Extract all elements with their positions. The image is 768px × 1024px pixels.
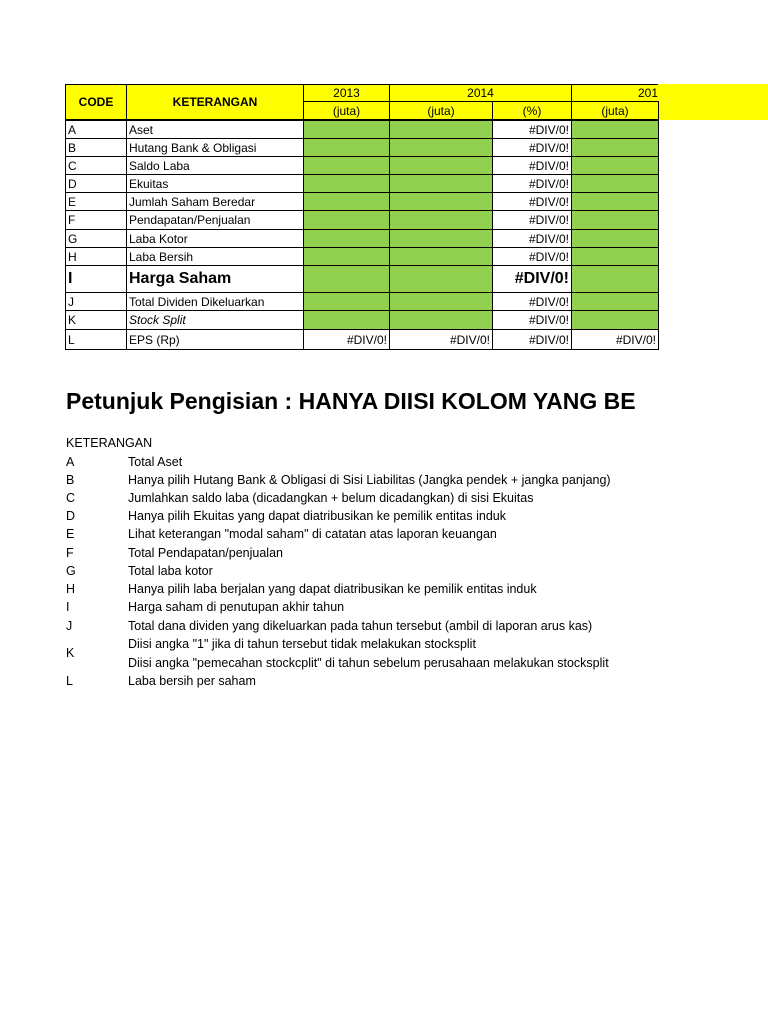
cell-v2013-e[interactable] — [303, 192, 390, 211]
instruction-code: E — [66, 527, 75, 541]
instruction-code: B — [66, 473, 75, 487]
cell-pct-h[interactable]: #DIV/0! — [492, 247, 572, 266]
instruction-text: Total dana dividen yang dikeluarkan pada tahun tersebut (ambil di laporan arus kas) — [128, 619, 593, 633]
cell-label-l[interactable]: EPS (Rp) — [126, 329, 304, 350]
cell-v2013-g[interactable] — [303, 229, 390, 248]
unit-2015[interactable]: (juta) — [571, 101, 659, 120]
cell-v2014-k[interactable] — [389, 310, 493, 330]
instruction-code: D — [66, 509, 76, 523]
cell-v2014-j[interactable] — [389, 292, 493, 311]
cell-v2013-i[interactable] — [303, 265, 390, 293]
cell-v2014-h[interactable] — [389, 247, 493, 266]
cell-code-b[interactable]: B — [65, 138, 127, 157]
instruction-code: C — [66, 491, 76, 505]
cell-v2014-g[interactable] — [389, 229, 493, 248]
instructions-title: Petunjuk Pengisian : HANYA DIISI KOLOM YANG BE — [66, 388, 636, 414]
cell-pct-a[interactable]: #DIV/0! — [492, 120, 572, 139]
instruction-code: H — [66, 582, 76, 596]
instruction-text: Total laba kotor — [128, 564, 213, 578]
cell-pct-e[interactable]: #DIV/0! — [492, 192, 572, 211]
cell-pct-l[interactable]: #DIV/0! — [492, 329, 572, 350]
instruction-code: G — [66, 564, 76, 578]
cell-code-l[interactable]: L — [65, 329, 127, 350]
cell-v2015-d[interactable] — [571, 174, 659, 193]
cell-v2015-i[interactable] — [571, 265, 659, 293]
cell-code-f[interactable]: F — [65, 210, 127, 230]
cell-code-a[interactable]: A — [65, 120, 127, 139]
instruction-text: Hanya pilih Hutang Bank & Obligasi di Sisi Liabilitas (Jangka pendek + jangka panjang) — [128, 473, 611, 487]
instruction-text: Hanya pilih laba berjalan yang dapat diatribusikan ke pemilik entitas induk — [128, 582, 537, 596]
cell-code-k[interactable]: K — [65, 310, 127, 330]
unit-percent[interactable]: (%) — [492, 101, 572, 120]
cell-v2015-f[interactable] — [571, 210, 659, 230]
cell-v2014-i[interactable] — [389, 265, 493, 293]
cell-pct-k[interactable]: #DIV/0! — [492, 310, 572, 330]
instruction-text: Lihat keterangan "modal saham" di catatan atas laporan keuangan — [128, 527, 497, 541]
cell-label-e[interactable]: Jumlah Saham Beredar — [126, 192, 304, 211]
cell-label-h[interactable]: Laba Bersih — [126, 247, 304, 266]
instruction-text: Harga saham di penutupan akhir tahun — [128, 600, 345, 614]
cell-code-e[interactable]: E — [65, 192, 127, 211]
cell-v2014-a[interactable] — [389, 120, 493, 139]
unit-2014[interactable]: (juta) — [389, 101, 493, 120]
header-year-2014[interactable]: 2014 — [389, 84, 572, 102]
cell-code-h[interactable]: H — [65, 247, 127, 266]
cell-pct-b[interactable]: #DIV/0! — [492, 138, 572, 157]
cell-v2013-c[interactable] — [303, 156, 390, 175]
cell-v2015-l[interactable]: #DIV/0! — [571, 329, 659, 350]
cell-v2015-b[interactable] — [571, 138, 659, 157]
cell-v2014-e[interactable] — [389, 192, 493, 211]
cell-label-f[interactable]: Pendapatan/Penjualan — [126, 210, 304, 230]
cell-label-d[interactable]: Ekuitas — [126, 174, 304, 193]
instructions-section-label: KETERANGAN — [66, 436, 153, 450]
cell-v2015-e[interactable] — [571, 192, 659, 211]
cell-label-j[interactable]: Total Dividen Dikeluarkan — [126, 292, 304, 311]
cell-v2013-f[interactable] — [303, 210, 390, 230]
cell-pct-c[interactable]: #DIV/0! — [492, 156, 572, 175]
instruction-code: I — [66, 600, 70, 614]
cell-v2014-b[interactable] — [389, 138, 493, 157]
cell-v2013-l[interactable]: #DIV/0! — [303, 329, 390, 350]
instruction-code: K — [66, 646, 75, 660]
cell-v2015-k[interactable] — [571, 310, 659, 330]
cell-pct-j[interactable]: #DIV/0! — [492, 292, 572, 311]
cell-v2015-j[interactable] — [571, 292, 659, 311]
instruction-code: J — [66, 619, 73, 633]
spreadsheet-table — [0, 0, 768, 360]
cell-v2013-k[interactable] — [303, 310, 390, 330]
unit-2013[interactable]: (juta) — [303, 101, 390, 120]
header-overflow-fill — [658, 84, 768, 120]
cell-v2015-a[interactable] — [571, 120, 659, 139]
header-year-2015[interactable]: 201 — [571, 84, 659, 102]
cell-v2015-g[interactable] — [571, 229, 659, 248]
cell-pct-g[interactable]: #DIV/0! — [492, 229, 572, 248]
cell-v2014-f[interactable] — [389, 210, 493, 230]
instruction-text: Jumlahkan saldo laba (dicadangkan + belum dicadangkan) di sisi Ekuitas — [128, 491, 534, 505]
instruction-code: L — [66, 674, 73, 688]
cell-v2013-a[interactable] — [303, 120, 390, 139]
cell-code-j[interactable]: J — [65, 292, 127, 311]
cell-label-a[interactable]: Aset — [126, 120, 304, 139]
cell-pct-f[interactable]: #DIV/0! — [492, 210, 572, 230]
instruction-text: Diisi angka "pemecahan stockcplit" di tahun sebelum perusahaan melakukan stocksplit — [128, 656, 609, 670]
cell-label-k[interactable]: Stock Split — [126, 310, 304, 330]
cell-pct-i[interactable]: #DIV/0! — [492, 265, 572, 293]
cell-v2014-d[interactable] — [389, 174, 493, 193]
cell-v2013-d[interactable] — [303, 174, 390, 193]
cell-v2014-l[interactable]: #DIV/0! — [389, 329, 493, 350]
cell-code-c[interactable]: C — [65, 156, 127, 175]
cell-v2013-j[interactable] — [303, 292, 390, 311]
cell-label-i[interactable]: Harga Saham — [126, 265, 304, 293]
instruction-text: Laba bersih per saham — [128, 674, 256, 688]
instruction-code: A — [66, 455, 75, 469]
cell-v2015-c[interactable] — [571, 156, 659, 175]
header-year-2013[interactable]: 2013 — [303, 84, 390, 102]
cell-code-g[interactable]: G — [65, 229, 127, 248]
header-code[interactable]: CODE — [65, 84, 127, 120]
cell-v2013-h[interactable] — [303, 247, 390, 266]
instruction-text: Diisi angka "1" jika di tahun tersebut tidak melakukan stocksplit — [128, 637, 476, 651]
cell-label-g[interactable]: Laba Kotor — [126, 229, 304, 248]
cell-label-b[interactable]: Hutang Bank & Obligasi — [126, 138, 304, 157]
cell-code-i[interactable]: I — [65, 265, 127, 293]
cell-pct-d[interactable]: #DIV/0! — [492, 174, 572, 193]
instruction-text: Total Aset — [128, 455, 183, 469]
cell-v2013-b[interactable] — [303, 138, 390, 157]
cell-code-d[interactable]: D — [65, 174, 127, 193]
cell-v2014-c[interactable] — [389, 156, 493, 175]
cell-v2015-h[interactable] — [571, 247, 659, 266]
instruction-text: Total Pendapatan/penjualan — [128, 546, 283, 560]
instruction-code: F — [66, 546, 74, 560]
cell-label-c[interactable]: Saldo Laba — [126, 156, 304, 175]
header-keterangan[interactable]: KETERANGAN — [126, 84, 304, 120]
instruction-text: Hanya pilih Ekuitas yang dapat diatribusikan ke pemilik entitas induk — [128, 509, 506, 523]
